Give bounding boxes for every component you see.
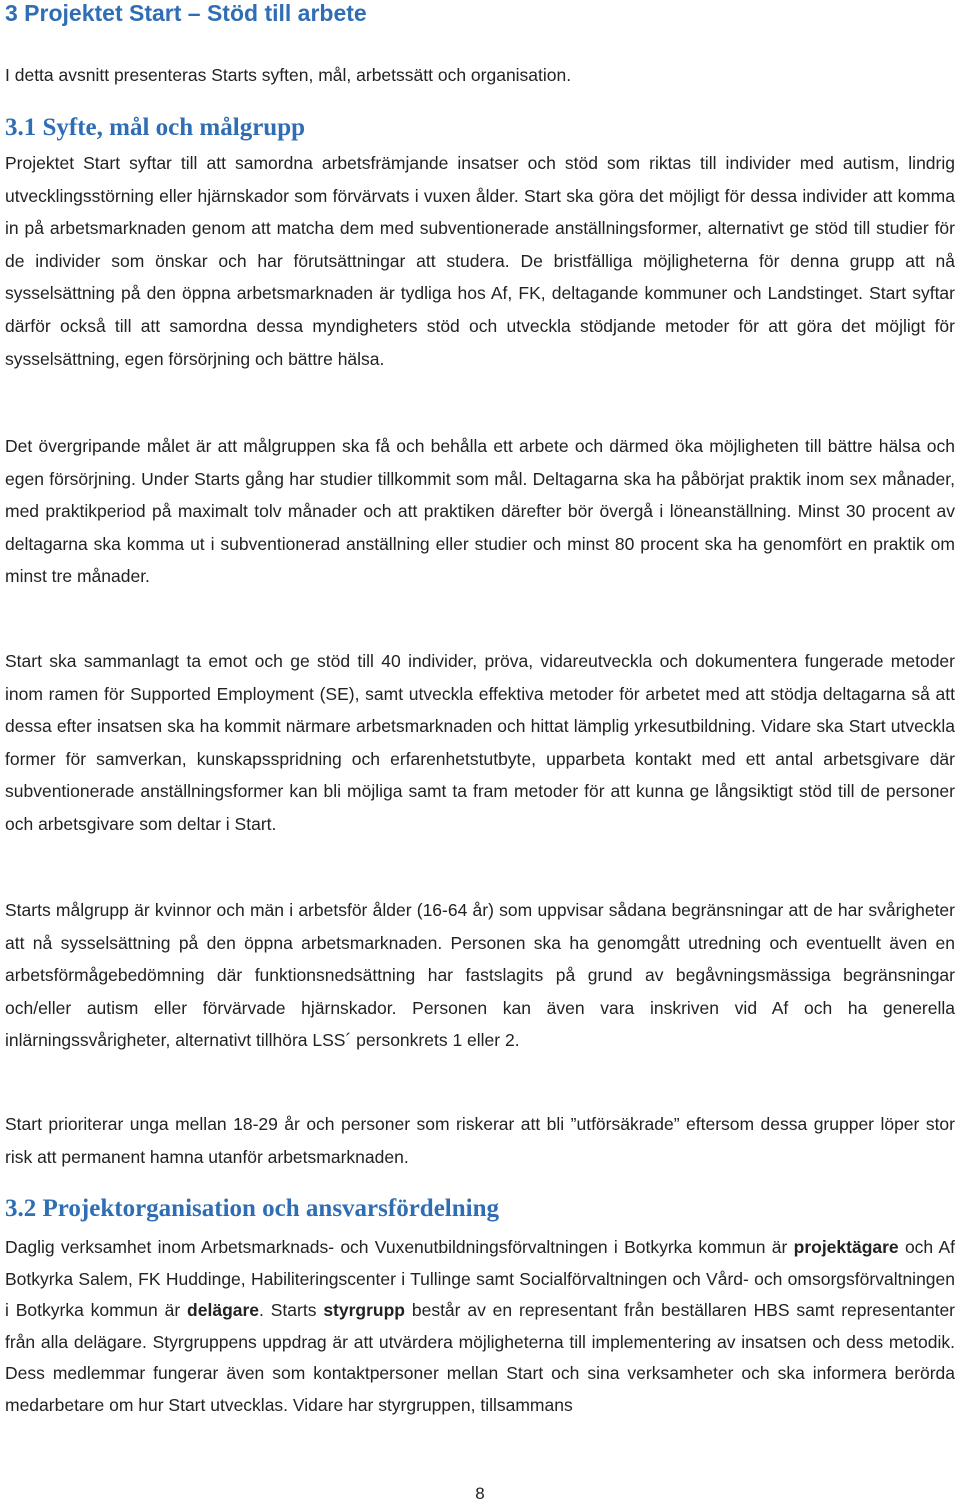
paragraph-goals: Det övergripande målet är att målgruppen ska få och behålla ett arbete och därmed öka möjligheten till bättre hälsa och egen försörjning. Under Starts gång har studier tillkommit som mål. Deltagarna ska ha påbörjat praktik inom sex månader, med praktikperiod på maximalt tolv månader och att praktiken därefter bör övergå i löneanställning. Minst 30 procent av deltagarna ska komma ut i subventionerad anställning eller studier och minst 80 procent ska ha genomfört en praktik om minst tre månader. xyxy=(5,436,955,587)
term-projektagare: projektägare xyxy=(793,1237,899,1257)
org-text-2: och Af Botkyrka Salem, FK Huddinge, Habiliteringscenter i Tullinge samt Socialförvaltningen och Vård- och omsorgsförvaltningen i Botkyrka kommun är xyxy=(5,1237,955,1320)
org-text-1: Daglig verksamhet inom Arbetsmarknads- och Vuxenutbildningsförvaltningen i Botkyrka kommun är xyxy=(5,1237,794,1257)
intro-paragraph: I detta avsnitt presenteras Starts syften, mål, arbetssätt och organisation. xyxy=(5,65,572,85)
paragraph-methods: Start ska sammanlagt ta emot och ge stöd till 40 individer, pröva, vidareutveckla och dokumentera fungerade metoder inom ramen för Supported Employment (SE), samt utveckla effektiva metoder för arbetet med att stödja deltagarna så att dessa efter insatsen ska ha kommit närmare arbetsmarknaden och hittat lämplig yrkesutbildning. Vidare ska Start utveckla former för samverkan, kunskapsspridning och erfarenhetstutbyte, upparbeta kontakt med ett antal arbetsgivare där subventionerade anställningsformer kan bli möjliga samt ta fram metoder för att kunna ge långsiktigt stöd till de personer och arbetsgivare som deltar i Start. xyxy=(5,651,955,834)
paragraph-organisation xyxy=(5,1232,955,1421)
paragraph-target-group: Starts målgrupp är kvinnor och män i arbetsför ålder (16-64 år) som uppvisar sådana begränsningar att de har svårigheter att nå sysselsättning på den öppna arbetsmarknaden. Personen ska ha genomgått utredning och eventuellt även en arbetsförmågebedömning där funktionsnedsättning har fastslagits på grund av begåvningsmässiga begränsningar och/eller autism eller förvärvade hjärnskador. Personen kan även vara inskriven vid Af och ha generella inlärningssvårigheter, alternativt tillhöra LSS´ personkrets 1 eller 2. xyxy=(5,900,955,1051)
paragraph-priorities: Start prioriterar unga mellan 18-29 år och personer som riskerar att bli ”utförsäkrade” eftersom dessa grupper löper stor risk att permanent hamna utanför arbetsmarknaden. xyxy=(5,1114,955,1167)
org-text-3: . Starts xyxy=(259,1300,324,1320)
section-heading-3-1: 3.1 Syfte, mål och målgrupp xyxy=(5,114,305,141)
paragraph-purpose: Projektet Start syftar till att samordna arbetsfrämjande insatser och stöd som riktas till individer med autism, lindrig utvecklingsstörning eller hjärnskador som förvärvats i vuxen ålder. Start ska göra det möjligt för dessa individer att komma in på arbetsmarknaden genom att matcha dem med subventionerade anställningsformer, alternativt ge stöd till studier för de individer som önskar och har förutsättningar att studera. De bristfälliga möjligheterna för denna grupp att nå sysselsättning på den öppna arbetsmarknaden är tydliga hos Af, FK, deltagande kommuner och Landstinget. Start syftar därför också till att samordna dessa myndigheters stöd och utveckla stödjande metoder för att göra det möjligt för sysselsättning, egen försörjning och bättre hälsa. xyxy=(5,153,955,369)
org-text-4: består av en representant från beställaren HBS samt representanter från alla delägare. Styrgruppens uppdrag är att utvärdera möjligheterna till implementering av insatsen och dess metodik. Dess medlemmar fungerar även som kontaktpersoner mellan Start och sina verksamheter och ska informera berörda medarbetare om hur Start utvecklas. Vidare har styrgruppen, tillsammans xyxy=(5,1300,956,1415)
section-heading-3-2: 3.2 Projektorganisation och ansvarsfördelning xyxy=(5,1195,499,1222)
term-delagare: delägare xyxy=(187,1300,260,1320)
chapter-heading: 3 Projektet Start – Stöd till arbete xyxy=(5,0,367,26)
term-styrgrupp: styrgrupp xyxy=(323,1300,405,1320)
page-number: 8 xyxy=(475,1484,485,1503)
